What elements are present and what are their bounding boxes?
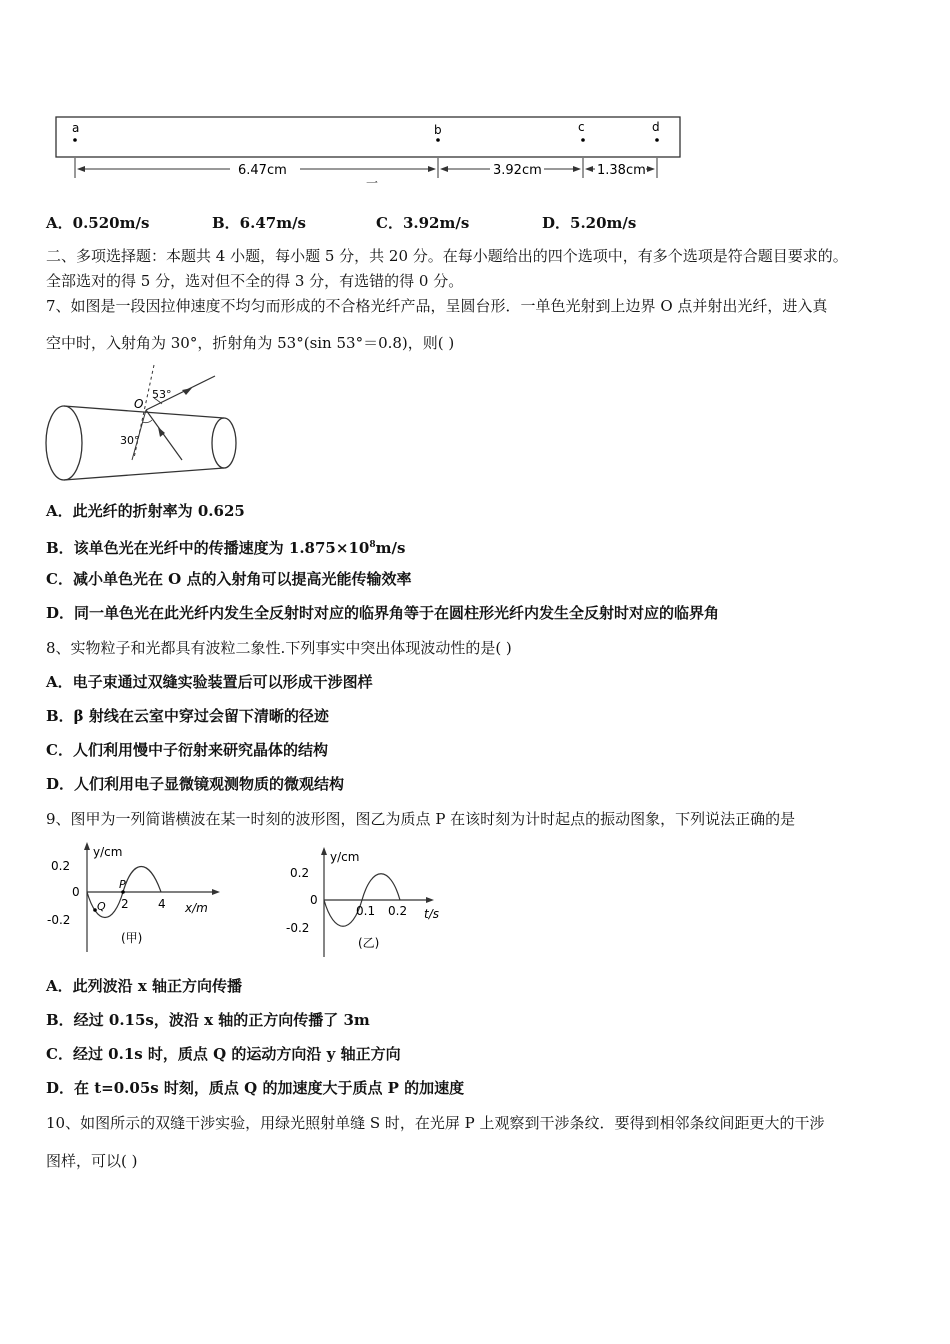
point-b-label: b [434,123,442,137]
tape-figure [50,110,690,190]
q7-option-a[interactable]: A．此光纤的折射率为 0.625 [46,502,245,520]
wave-graph-jia [45,840,225,955]
graph-yi-xlabel: t/s [424,907,439,921]
graph-jia-x-arrow [212,889,220,895]
q8-option-d[interactable]: D．人们利用电子显微镜观测物质的微观结构 [46,775,345,793]
graph-yi-y-bottom: -0.2 [286,921,310,935]
point-a-label: a [72,121,80,135]
paper-tape [56,117,680,157]
point-c [581,138,585,142]
q10-stem-line1: 10、如图所示的双缝干涉实验，用绿光照射单缝 S 时，在光屏 P 上观察到干涉条纹．要得到相邻条纹间距更大的干涉 [46,1114,825,1132]
fiber-large-end [46,406,82,480]
tape-mark: 一 [366,176,379,190]
q7-option-d[interactable]: D．同一单色光在此光纤内发生全反射时对应的临界角等于在圆柱形光纤内发生全反射时对应的临界角 [46,604,720,622]
q8-option-a[interactable]: A．电子束通过双缝实验装置后可以形成干涉图样 [46,673,373,691]
graph-jia-y-zero: 0 [72,885,80,899]
q7-option-c[interactable]: C．减小单色光在 O 点的入射角可以提高光能传输效率 [46,570,412,588]
q7-stem-line2: 空中时，入射角为 30°，折射角为 53°(sin 53°＝0.8)，则( ) [46,334,455,352]
q7-option-b[interactable] [46,535,405,558]
graph-jia-xlabel: x/m [185,901,208,915]
graph-jia-x-tick-4: 4 [158,897,166,911]
segment-cd-length: 1.38cm [597,163,646,178]
dimension-lines [75,158,657,178]
q6-option-a[interactable]: A．0.520m/s [46,214,150,232]
q9-option-b[interactable]: B．经过 0.15s，波沿 x 轴的正方向传播了 3m [46,1011,370,1029]
q9-option-d[interactable]: D．在 t=0.05s 时刻，质点 Q 的加速度大于质点 P 的加速度 [46,1079,465,1097]
graph-jia-x-tick-2: 2 [121,897,129,911]
q7-option-b-text: B．该单色光在光纤中的传播速度为 1.875×10 [46,539,370,557]
q6-option-c[interactable]: C．3.92m/s [376,214,470,232]
point-b [436,138,440,142]
graph-jia-y-top: 0.2 [51,859,71,873]
fiber-bottom-edge [64,468,224,480]
q9-option-a[interactable]: A．此列波沿 x 轴正方向传播 [46,977,243,995]
graph-jia-q-label: Q [97,900,106,913]
q7-stem-line1: 7、如图是一段因拉伸速度不均匀而形成的不合格光纤产品，呈圆台形．一单色光射到上边界 O 点并射出光纤，进入真 [46,297,828,315]
refracted-ray-arrow [182,388,192,395]
angle-30-label: 30° [120,434,140,447]
q10-stem-line2: 图样，可以( ) [46,1152,138,1170]
section2-instructions-line2: 全部选对的得 5 分，选对但不全的得 3 分，有选错的得 0 分。 [46,272,464,290]
q7-option-b-exponent: 8 [369,540,376,550]
q9-option-c[interactable]: C．经过 0.1s 时，质点 Q 的运动方向沿 y 轴正方向 [46,1045,401,1063]
fiber-figure [42,360,252,485]
graph-yi-x-tick-01: 0.1 [356,904,376,918]
fiber-small-end [212,418,236,468]
graph-jia-ylabel: y/cm [93,845,123,859]
section2-instructions-line1: 二、多项选择题：本题共 4 小题，每小题 5 分，共 20 分。在每小题给出的四个选项中，有多个选项是符合题目要求的。 [46,247,848,265]
graph-yi-caption: (乙) [358,936,380,950]
segment-ab-length: 6.47cm [238,163,287,178]
graph-yi-y-arrow [321,847,327,855]
graph-yi-x-tick-02: 0.2 [388,904,408,918]
q8-option-c[interactable]: C．人们利用慢中子衍射来研究晶体的结构 [46,741,328,759]
graph-yi-ylabel: y/cm [330,850,360,864]
vibration-graph-yi [280,845,460,960]
angle-53-label: 53° [152,388,172,401]
graph-yi-y-zero: 0 [310,893,318,907]
graph-yi-x-arrow [426,897,434,903]
graph-jia-y-arrow [84,842,90,850]
graph-yi-y-top: 0.2 [290,866,310,880]
graph-jia-caption: (甲) [121,931,143,945]
point-c-label: c [578,120,585,134]
q7-option-b-unit: m/s [375,539,406,557]
q8-option-b[interactable]: B．β 射线在云室中穿过会留下清晰的径迹 [46,707,329,725]
point-d [655,138,659,142]
point-d-label: d [652,120,660,134]
q9-stem: 9、图甲为一列简谐横波在某一时刻的波形图，图乙为质点 P 在该时刻为计时起点的振动图象，下列说法正确的是 [46,810,796,828]
q8-stem: 8、实物粒子和光都具有波粒二象性.下列事实中突出体现波动性的是( ) [46,639,512,657]
incident-ray [146,410,182,460]
graph-jia-p-label: P [119,878,126,891]
graph-jia-y-bottom: -0.2 [47,913,71,927]
segment-bc-length: 3.92cm [493,163,542,178]
point-a [73,138,77,142]
point-o-label: O [134,397,144,411]
q6-option-d[interactable]: D．5.20m/s [542,214,637,232]
q6-option-b[interactable]: B．6.47m/s [212,214,307,232]
